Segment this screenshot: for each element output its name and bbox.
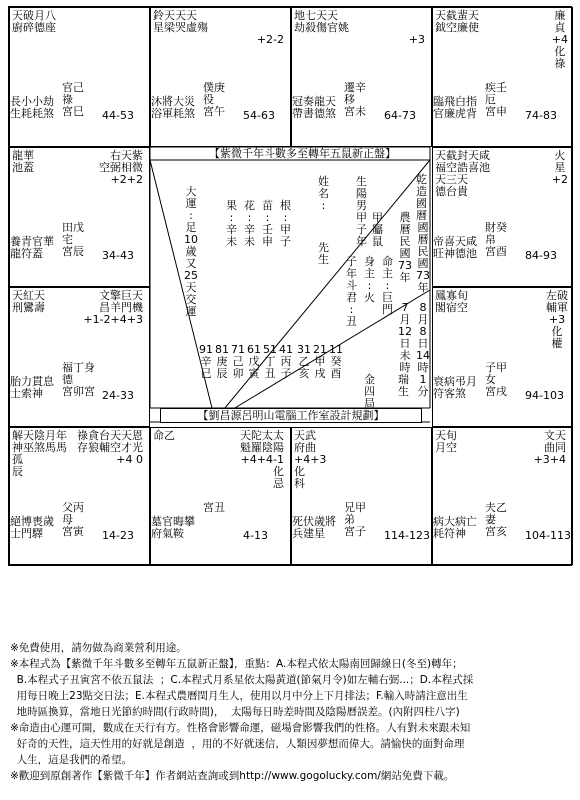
palace-major-stars: 文擎巨天 [99, 289, 143, 302]
palace-name: 弟 [344, 513, 355, 526]
palace-minor-stars: 胎力貫息 [10, 375, 54, 388]
palace-minor-stars: 浴軍耗煞 [151, 107, 195, 120]
palace-minor-stars: 死伏歲將 [292, 515, 336, 528]
palace-minor-stars: 士索神 [10, 387, 43, 400]
palace-star-line: 德台貴 [435, 185, 468, 198]
palace-star-line: 天旬 [435, 429, 457, 442]
palace-major-stars: 空弼相微 [99, 161, 143, 174]
palace-star-line: 龍華 [12, 149, 34, 162]
palace-name: 宮未 [344, 105, 366, 118]
palace-name: 祿 [62, 93, 73, 106]
palace-age-range: 94-103 [525, 389, 564, 402]
palace-minor-stars: 帶書德煞 [292, 107, 336, 120]
palace-star-line: 化 [294, 465, 305, 478]
date1-col: 7 月 12 日 未 時 [398, 301, 412, 374]
palace-star-line: 科 [294, 477, 305, 490]
palace-brightness: +3 [408, 33, 425, 46]
daxian-item: 21 甲 戌 [313, 343, 327, 380]
date2-col: 8 月 8 日 14 時 1 分 [416, 301, 430, 398]
palace-name: 宮申 [485, 105, 507, 118]
palace-major-stars: 存狼輔空才光 [77, 441, 143, 454]
palace-minor-stars: 冠奏龍天 [292, 95, 336, 108]
palace-star-line: 池蓋 [12, 161, 34, 174]
palace-major-stars: +2+2 [110, 173, 143, 186]
daxian-item: 31 乙 亥 [297, 343, 311, 380]
palace-star-line: 天武 [294, 429, 316, 442]
palace-star-line: 閣宿空 [435, 301, 468, 314]
shen-col: 身 主 : 火 [364, 255, 375, 304]
palace-star-line: 星梁哭虛殤 [153, 21, 208, 34]
palace-age-range: 104-113 [525, 529, 571, 542]
palace-name: 妻 [485, 513, 496, 526]
palace-name: 福丁身 [62, 361, 95, 374]
palace-age-range: 64-73 [384, 109, 416, 122]
daxian-item: 11 癸 酉 [329, 343, 343, 380]
note-line: 用每日晚上23點交日法；E.本程式農曆閏月生人，使用以月中分上下月排法；F.輸入時請注意出生 [10, 690, 468, 702]
chart-footer: 【劉昌源呂明山電腦工作室設計規劃】 [160, 408, 422, 423]
daxian-item: 41 丙 子 [279, 343, 293, 380]
palace-major-stars: +4+4-1 [240, 453, 284, 466]
palace-minor-stars: 耗符神 [433, 527, 466, 540]
palace-name: 宅 [62, 233, 73, 246]
palace-minor-stars: 生耗耗煞 [10, 107, 54, 120]
palace-star-line: 劫殺傷官姚 [294, 21, 349, 34]
palace-name: 宮巳 [62, 105, 84, 118]
palace-name: 厄 [485, 93, 496, 106]
palace-minor-stars: 龍符蓋 [10, 247, 43, 260]
palace-name: 宮子 [344, 525, 366, 538]
palace-star-line: 月空 [435, 441, 457, 454]
palace-name: 官己 [62, 81, 84, 94]
palace-name: 僕庚 [203, 81, 225, 94]
jiashu-col: 甲 屬 鼠 [372, 211, 383, 248]
gen-col: 根 : 甲 子 [280, 199, 291, 248]
palace-star-line: 天三天 [435, 173, 468, 186]
palace-brightness: +2-2 [256, 33, 284, 46]
palace-major-stars: 天陀太太 [240, 429, 284, 442]
palace-minor-stars: 病大病亡 [433, 515, 477, 528]
palace-name: 宮丑 [203, 501, 225, 514]
palace-minor-stars: 符客煞 [433, 387, 466, 400]
palace-star-line: 天破月八 [12, 9, 56, 22]
palace-age-range: 14-23 [102, 529, 134, 542]
palace-name: 遷辛 [344, 81, 366, 94]
palace-star-line: 辰 [12, 465, 23, 478]
palace-star-line: 神巫煞馬馬 [12, 441, 67, 454]
daxian-item: 81 庚 辰 [215, 343, 229, 380]
palace-minor-stars: 兵建星 [292, 527, 325, 540]
palace-minor-stars: 士門驛 [10, 527, 43, 540]
palace-name: 宮酉 [485, 245, 507, 258]
jin-col: 金 四 局 [364, 373, 375, 410]
palace-star-line: 解天陰月年 [12, 429, 67, 442]
palace-star-line: 鳳寡旬 [435, 289, 468, 302]
palace-name: 財癸 [485, 221, 507, 234]
palace-star-line: 刑鸞壽 [12, 301, 45, 314]
palace-name: 德 [62, 373, 73, 386]
note-line: ※免費使用，請勿做為商業營利用途。 [10, 642, 187, 654]
palace-name: 役 [203, 93, 214, 106]
palace-side-stars: 左破 輔軍 +3 化 權 [546, 289, 568, 350]
palace-age-range: 4-13 [243, 529, 268, 542]
palace-major-stars: 忌 [273, 477, 284, 490]
palace-major-stars: 祿貪台天天恩 [77, 429, 143, 442]
palace-star-line: 地七天天 [294, 9, 338, 22]
palace-minor-stars: 墓官晦攀 [151, 515, 195, 528]
ming-col: 命 主 : 巨 門 [382, 255, 393, 316]
palace-minor-stars: 衰病弔月 [433, 375, 477, 388]
nong-col: 農 曆 民 國 73 年 [398, 211, 412, 284]
xingming-col: 姓 名 : [318, 175, 329, 212]
palace-star-line: 天截蜚天 [435, 9, 479, 22]
palace-major-stars: +1-2+4+3 [83, 313, 143, 326]
palace-star-line: 廚碎德座 [12, 21, 56, 34]
palace-major-stars: 昌羊門機 [99, 301, 143, 314]
palace-name: 宮辰 [62, 245, 84, 258]
palace-major-stars: +3+4 [533, 453, 566, 466]
palace-name: 宮戌 [485, 385, 507, 398]
palace-major-stars: 右天紫 [110, 149, 143, 162]
palace-minor-stars: 旺神德池 [433, 247, 477, 260]
guoli-col: 國 曆 民 國 73 年 [416, 221, 430, 294]
palace-minor-stars: 帝喜天咸 [433, 235, 477, 248]
palace-star-line: 孤 [12, 453, 23, 466]
palace-name: 宮卯宮 [62, 385, 95, 398]
palace-major-stars: 文天 [544, 429, 566, 442]
palace-star-line: 鈴天天天 [153, 9, 197, 22]
palace-star-line: +4+3 [294, 453, 327, 466]
palace-minor-stars: 官廉虎背 [433, 107, 477, 120]
notes [10, 640, 570, 784]
palace-name: 兄甲 [344, 501, 366, 514]
palace-name: 田戊 [62, 221, 84, 234]
palace-name: 移 [344, 93, 355, 106]
palace-minor-stars: 府氣鞍 [151, 527, 184, 540]
note-line: 地時區換算，當地日光節約時間(行政時間)， 太陽每日時差時間及陰陽曆誤差。(內附四柱八字) [10, 706, 460, 718]
palace-age-range: 24-33 [102, 389, 134, 402]
palace-star-line: 命乙 [153, 429, 175, 442]
palace-star-line: 鉞空廉使 [435, 21, 479, 34]
palace-side-stars: 廉 貞 +4 化 祿 [551, 9, 568, 70]
note-line: 好奇的天性，這天性用的好就是創造 ，用的不好就迷信，人類因夢想而偉大。請愉快的面對命理 [10, 738, 465, 750]
palace-age-range: 84-93 [525, 249, 557, 262]
palace-major-stars: +4 0 [116, 453, 143, 466]
palace-age-range: 54-63 [243, 109, 275, 122]
palace-major-stars: 魁羅陰陽 [240, 441, 284, 454]
palace-name: 母 [62, 513, 73, 526]
dayun-col: 大 運 : 足 10 歲 又 25 天 交 運 [184, 185, 198, 318]
palace-name: 夫乙 [485, 501, 507, 514]
palace-minor-stars: 沐將大災 [151, 95, 195, 108]
palace-name: 父丙 [62, 501, 84, 514]
xian-col: 先 生 [318, 241, 329, 266]
daxian-item: 61 戊 寅 [247, 343, 261, 380]
palace-star-line: 府曲 [294, 441, 316, 454]
palace-age-range: 44-53 [102, 109, 134, 122]
palace-minor-stars: 絕博喪歲 [10, 515, 54, 528]
jiazi-col: 甲 子 年 [356, 211, 367, 248]
note-line: ※命造由心運可開，數成在天行有方。性格會影響命運，磁場會影響我們的性格。人有對未來跟未知 [10, 722, 471, 734]
palace-name: 帛 [485, 233, 496, 246]
palace-star-line: 天紅天 [12, 289, 45, 302]
palace-name: 子甲 [485, 361, 507, 374]
palace-name: 宮午 [203, 105, 225, 118]
palace-major-stars: 化 [273, 465, 284, 478]
note-line: ※本程式為【紫微千年斗數多至轉年五鼠新正盤】，重點：A.本程式依太陽南回歸線日(冬至)轉年； [10, 658, 463, 670]
palace-name: 宮亥 [485, 525, 507, 538]
chart-title: 【紫微千年斗數多至轉年五鼠新正盤】 [209, 147, 396, 160]
qian-col: 乾 造 國 曆 [416, 173, 427, 222]
palace-age-range: 74-83 [525, 109, 557, 122]
daxian-item: 71 己 卯 [231, 343, 245, 380]
palace-age-range: 34-43 [102, 249, 134, 262]
palace-star-line: 福空誥喜池 [435, 161, 490, 174]
hua-col: 花 : 辛 未 [244, 199, 255, 248]
palace-minor-stars: 臨飛白指 [433, 95, 477, 108]
palace-name: 疾壬 [485, 81, 507, 94]
palace-name: 宮寅 [62, 525, 84, 538]
palace-minor-stars: 養青官華 [10, 235, 54, 248]
note-line: B.本程式子丑寅宮不依五鼠法 ；C.本程式月系星依太陽黃道(節氣月令)如左輔右弼...；D.本程式採 [10, 674, 474, 686]
rui-col: 瑞 生 [398, 373, 409, 398]
note-line: ※歡迎到原創著作【紫微千年】作者網站查詢或到http://www.gogolucky.com/網站免費下載。 [10, 770, 455, 782]
palace-name: 女 [485, 373, 496, 386]
palace-major-stars: 曲同 [544, 441, 566, 454]
daxian-item: 51 丁 丑 [263, 343, 277, 380]
palace-age-range: 114-123 [384, 529, 430, 542]
sex-col: 生 陽 男 [356, 175, 367, 212]
guo-col: 果 : 辛 未 [226, 199, 237, 248]
zi-col: 子 年 斗 君 : 丑 [346, 255, 357, 328]
palace-minor-stars: 長小小劫 [10, 95, 54, 108]
note-line: 人生，這是我們的希望。 [10, 754, 133, 766]
daxian-item: 91 辛 巳 [199, 343, 213, 380]
miao-col: 苗 : 壬 申 [262, 199, 273, 248]
palace-star-line: 天截封天咸 [435, 149, 490, 162]
palace-side-stars: 火 星 +2 [551, 149, 568, 186]
